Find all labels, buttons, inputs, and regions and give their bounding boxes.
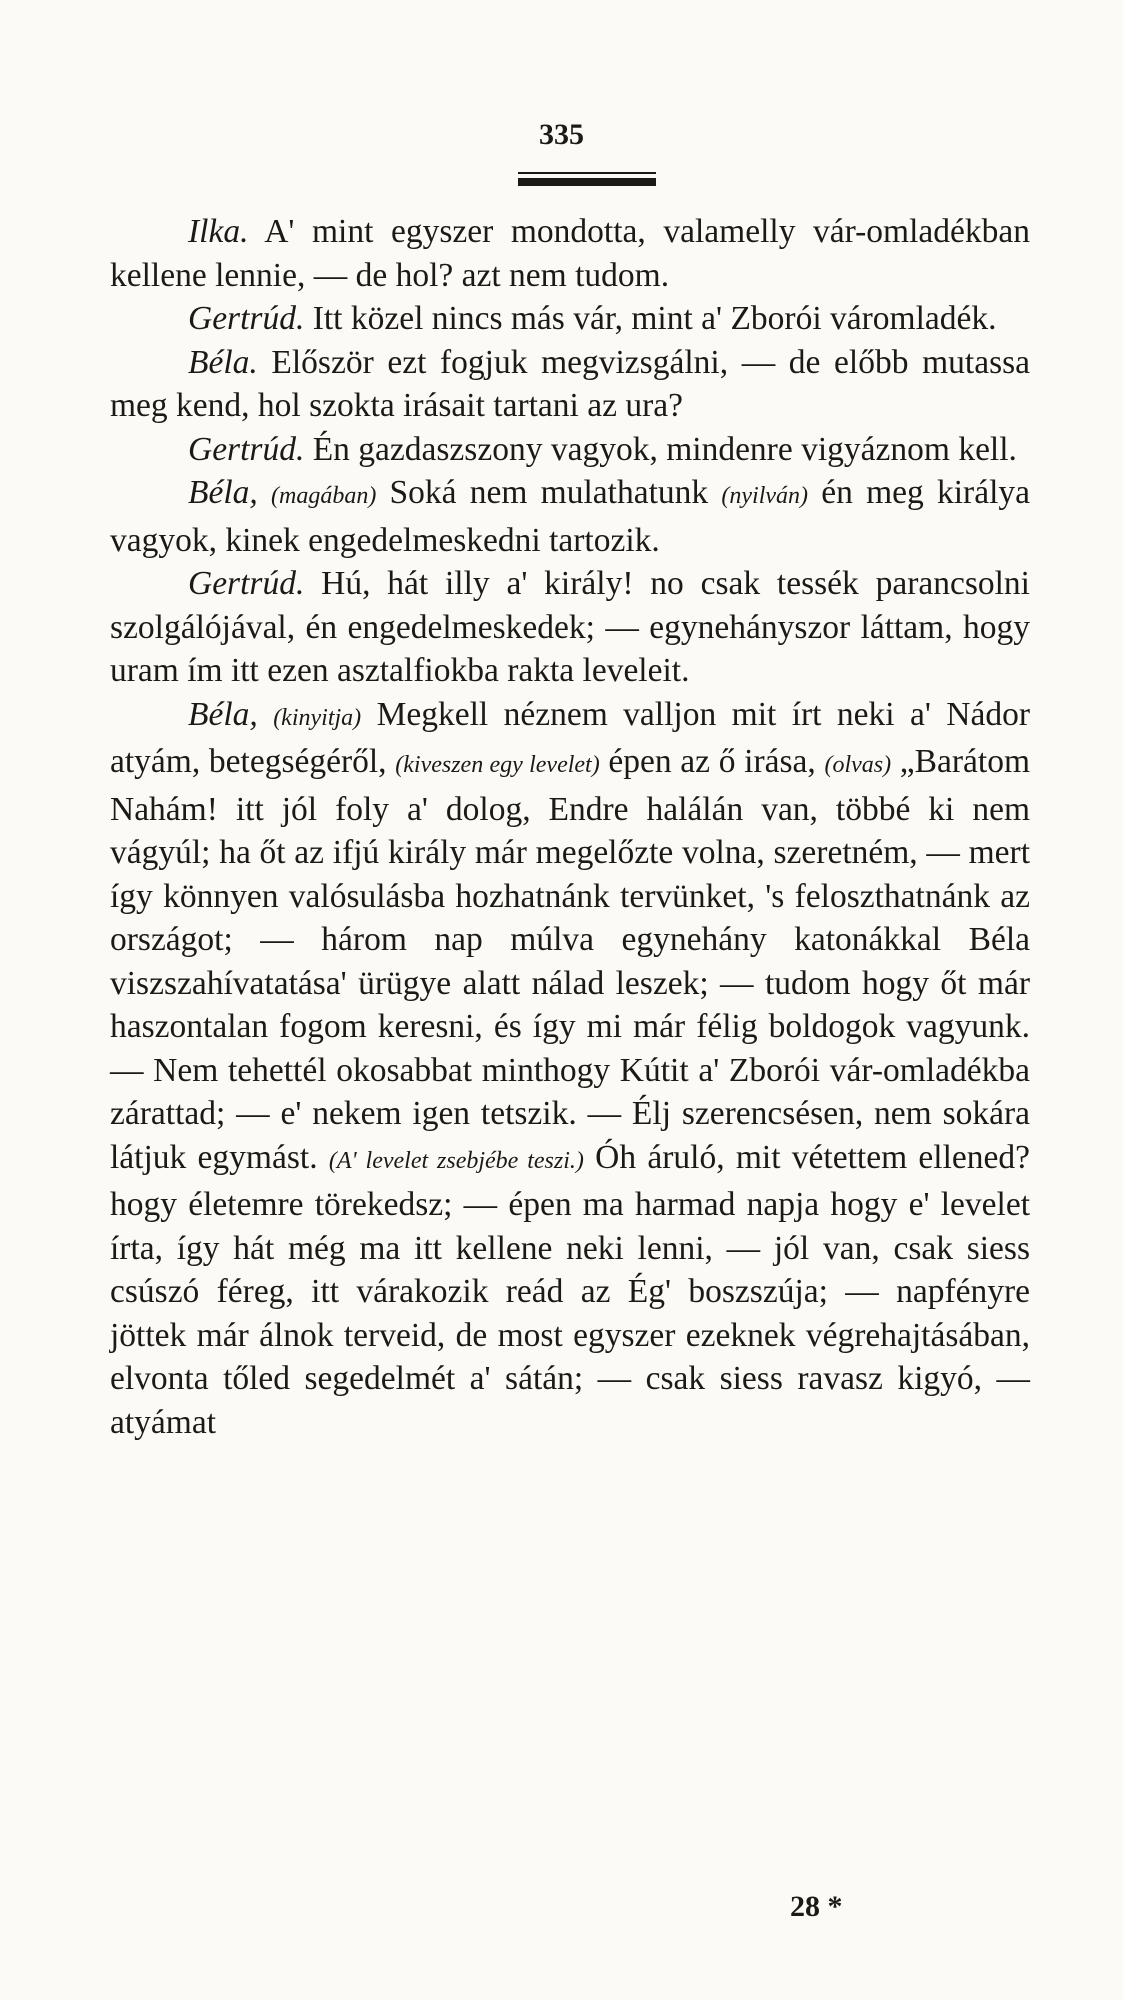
dialogue-paragraph	[110, 693, 1030, 1445]
speaker-name: Béla,	[188, 474, 258, 511]
dialogue-text: „Barátom Nahám! itt jól foly a' dolog, Endre halálán van, többé ki nem vágyúl; ha őt az ifjú király már megelőzte volna, szeretném, — mert így könnyen valósulásba hozhatnánk tervünket, 's feloszthatnánk az országot; — három nap múlva egynehány katonákkal Béla viszszahívatatása' ürügye alatt nálad leszek; — tudom hogy őt már haszontalan fogom keresni, és így mi már félig boldogok vagyunk. — Nem tehettél okosabbat minthogy Kútit a' Zborói vár-omladékba zárattad; — e' nekem igen tetszik. — Élj szerencsésen, nem sokára látjuk egymást.	[110, 743, 1031, 1176]
dialogue-text: Megkell néznem valljon mit írt neki a' Nádor atyám, betegségéről,	[110, 695, 1031, 780]
stage-direction: (olvas)	[824, 752, 892, 778]
speaker-name: Béla.	[188, 343, 258, 381]
page-text	[110, 210, 1030, 1444]
dialogue-text: én meg királya vagyok, kinek engedelmeskedni tartozik.	[110, 474, 1030, 559]
speaker-name: Gertrúd.	[188, 430, 305, 468]
page-number: 335	[539, 118, 584, 151]
signature-mark: 28 *	[790, 1890, 843, 1923]
dialogue-text: Hú, hát illy a' király! no csak tessék parancsolni szolgálójával, én engedelmeskedek; — egynehányszor láttam, hogy uram ím itt ezen asztalfiokba rakta leveleit.	[110, 565, 1030, 689]
stage-direction: (kinyitja)	[273, 704, 362, 731]
dialogue-text: Én gazdaszszony vagyok, mindenre vigyáznom kell.	[312, 430, 1017, 468]
speaker-name: Gertrúd.	[188, 565, 305, 602]
dialogue-text: Óh áruló, mit vétettem ellened? hogy életemre törekedsz; — épen ma harmad napja hogy e' levelet írta, így hát még ma itt kellene neki lenni, — jól van, csak siess csúszó féreg, itt várakozik reád az Ég' boszszúja; — napfényre jöttek már álnok terveid, de most egyszer ezeknek végrehajtásában, elvonta tőled segedelmét a' sátán; — csak siess ravasz kigyó, — atyámat	[110, 1138, 1030, 1441]
stage-direction: (nyilván)	[721, 483, 809, 509]
header-rule-thick-line	[518, 178, 656, 186]
dialogue-text: Soká nem mulathatunk	[376, 474, 722, 511]
dialogue-text: Először ezt fogjuk megvizsgálni, — de előbb mutassa meg kend, hol szokta irásait tartani az ura?	[110, 343, 1031, 424]
header-rule	[518, 172, 656, 188]
stage-direction: (magában)	[271, 483, 377, 509]
header-rule-thin-line	[518, 172, 656, 174]
dialogue-text: épen az ő irása,	[599, 743, 825, 780]
dialogue-paragraph	[110, 428, 1030, 472]
dialogue-paragraph	[110, 341, 1030, 428]
speaker-name: Ilka.	[188, 213, 249, 250]
stage-direction: (A' levelet zsebjébe teszi.)	[328, 1147, 584, 1174]
dialogue-paragraph	[110, 210, 1030, 297]
stage-direction: (kiveszen egy levelet)	[395, 752, 600, 778]
dialogue-text: A' mint egyszer mondotta, valamelly vár-omladékban kellene lennie, — de hol? azt nem tudom.	[110, 213, 1031, 294]
dialogue-text: Itt közel nincs más vár, mint a' Zborói váromladék.	[312, 300, 997, 337]
dialogue-paragraph	[110, 471, 1030, 562]
speaker-name: Gertrúd.	[188, 300, 305, 337]
speaker-name: Béla,	[188, 695, 258, 733]
dialogue-paragraph	[110, 562, 1030, 693]
dialogue-paragraph	[110, 297, 1030, 341]
